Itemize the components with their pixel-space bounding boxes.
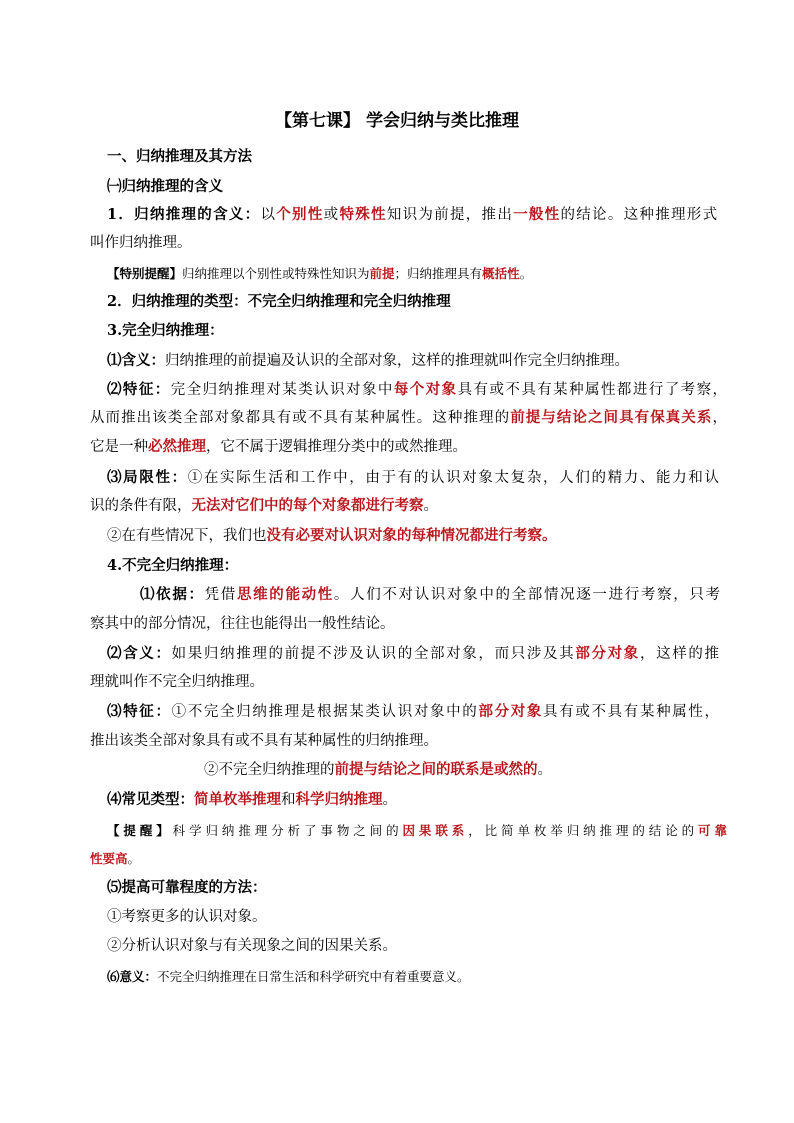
heading-improve-reliability: ⑸提高可靠程度的方法：: [107, 879, 267, 896]
method-item-2: ②分析认识对象与有关现象之间的因果关系。: [107, 938, 397, 954]
paragraph-basis: ⑴依据：凭借思维的能动性。人们不对认识对象中的全部情况逐一进行考察，只考: [140, 586, 721, 603]
heading-incomplete-induction: 4.不完全归纳推理：: [107, 557, 239, 574]
section-heading: 一、归纳推理及其方法: [107, 148, 252, 165]
paragraph-incomplete-feature-2: ②不完全归纳推理的前提与结论之间的联系是或然的。: [204, 761, 552, 778]
method-item-1: ①考察更多的认识对象。: [107, 909, 267, 925]
reminder-note-cont: 性要高。: [90, 851, 141, 866]
paragraph-definition: 1．归纳推理的含义：以个别性或特殊性知识为前提，推出一般性的结论。这种推理形式: [107, 206, 718, 223]
paragraph-significance: ⑹意义：不完全归纳推理在日常生活和科学研究中有着重要意义。: [107, 969, 470, 984]
paragraph-incomplete-meaning-cont: 理就叫作不完全归纳推理。: [90, 674, 264, 690]
paragraph-basis-cont: 察其中的部分情况，往往也能得出一般性结论。: [90, 616, 395, 632]
paragraph-limitation: ⑶局限性：①在实际生活和工作中，由于有的认识对象太复杂，人们的精力、能力和认: [107, 469, 720, 486]
subsection-heading: ㈠归纳推理的含义: [107, 178, 223, 195]
heading-complete-induction: 3.完全归纳推理：: [107, 322, 224, 339]
paragraph-common-types: ⑷常见类型：简单枚举推理和科学归纳推理。: [107, 791, 397, 808]
paragraph-complete-meaning: ⑴含义：归纳推理的前提遍及认识的全部对象，这样的推理就叫作完全归纳推理。: [107, 352, 629, 369]
reminder-note: 【提醒】科学归纳推理分析了事物之间的因果联系，比简单枚举归纳推理的结论的可靠: [107, 823, 727, 838]
paragraph-incomplete-meaning: ⑵含义：如果归纳推理的前提不涉及认识的全部对象，而只涉及其部分对象，这样的推: [107, 645, 720, 662]
paragraph-definition-cont: 叫作归纳推理。: [90, 235, 192, 251]
paragraph-limitation-2: ②在有些情况下，我们也没有必要对认识对象的每种情况都进行考察。: [107, 527, 557, 544]
paragraph-complete-feature: ⑵特征：完全归纳推理对某类认识对象中每个对象具有或不具有某种属性都进行了考察，: [107, 381, 728, 398]
paragraph-complete-feature-cont2: 它是一种必然推理，它不属于逻辑推理分类中的或然推理。: [90, 438, 467, 455]
paragraph-complete-feature-cont: 从而推出该类全部对象都具有或不具有某种属性。这种推理的前提与结论之间具有保真关系，: [90, 409, 727, 426]
page-title: 【第七课】 学会归纳与类比推理: [275, 111, 519, 131]
special-reminder: 【特别提醒】归纳推理以个别性或特殊性知识为前提；归纳推理具有概括性。: [107, 266, 533, 281]
paragraph-limitation-cont: 识的条件有限，无法对它们中的每个对象都进行考察。: [90, 497, 438, 514]
paragraph-incomplete-feature-cont: 推出该类全部对象具有或不具有某种属性的归纳推理。: [90, 733, 438, 749]
paragraph-types: 2．归纳推理的类型：不完全归纳推理和完全归纳推理: [107, 293, 451, 310]
paragraph-incomplete-feature: ⑶特征：①不完全归纳推理是根据某类认识对象中的部分对象具有或不具有某种属性，: [107, 703, 720, 720]
